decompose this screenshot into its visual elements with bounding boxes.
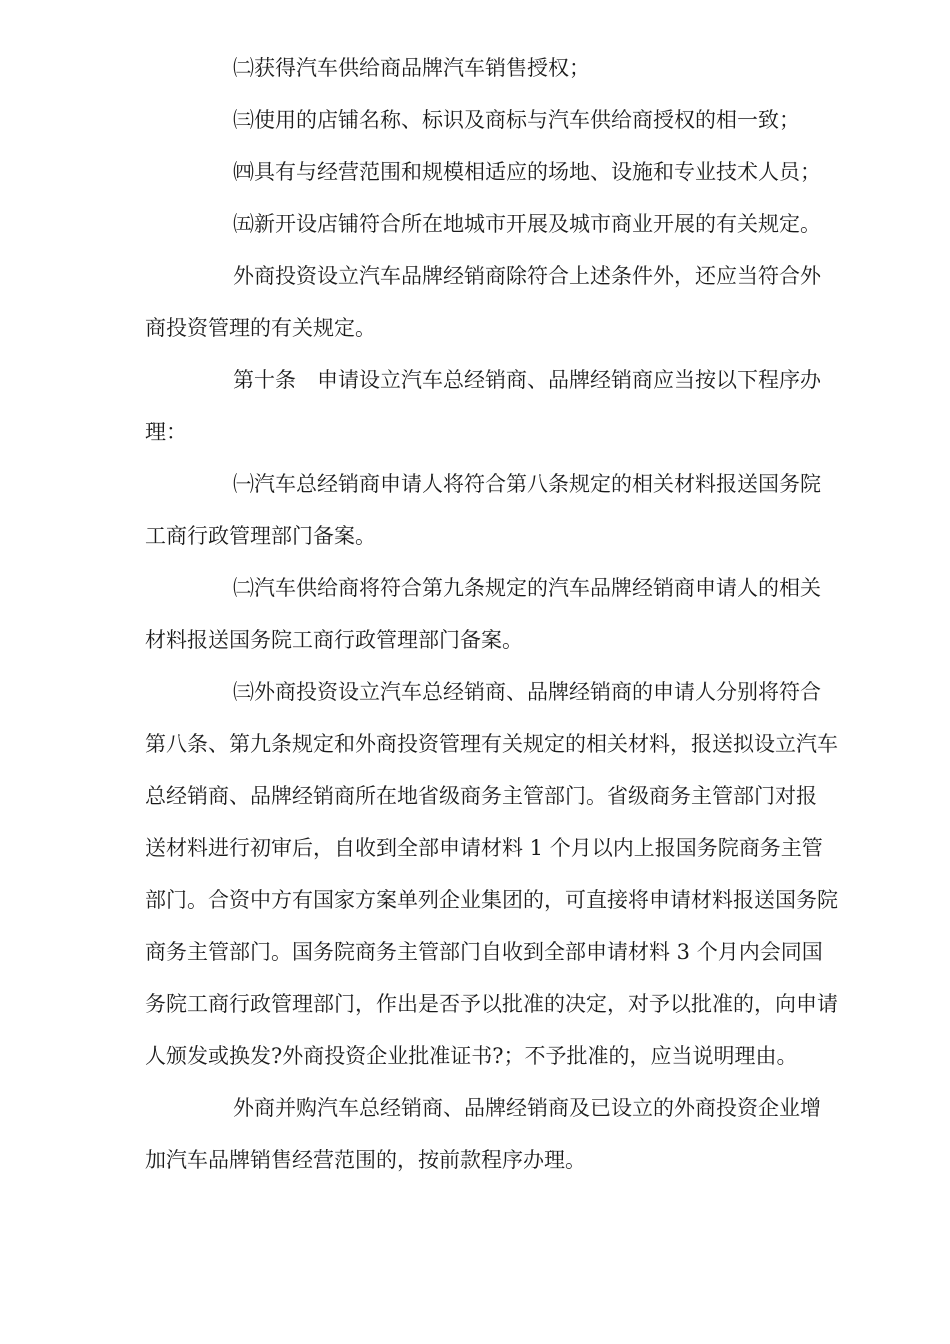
- text-line: 送材料进行初审后，自收到全部申请材料 1 个月以内上报国务院商务主管: [145, 836, 823, 860]
- text-line: 材料报送国务院工商行政管理部门备案。: [145, 628, 523, 652]
- text-line: 第十条 申请设立汽车总经销商、品牌经销商应当按以下程序办: [233, 368, 821, 392]
- text-line: 总经销商、品牌经销商所在地省级商务主管部门。省级商务主管部门对报: [145, 784, 817, 808]
- paragraph-foreign-investment: [145, 250, 875, 354]
- paragraph-merger: [145, 1082, 875, 1186]
- paragraph-article-10: [145, 354, 875, 458]
- text-line: ㈡获得汽车供给商品牌汽车销售授权；: [233, 56, 590, 80]
- text-line: 第八条、第九条规定和外商投资管理有关规定的相关材料，报送拟设立汽车: [145, 732, 838, 756]
- text-line: 商务主管部门。国务院商务主管部门自收到全部申请材料 3 个月内会同国: [145, 940, 823, 964]
- text-line: 加汽车品牌销售经营范围的，按前款程序办理。: [145, 1148, 586, 1172]
- paragraph-procedure-3: [145, 666, 875, 1082]
- document-body: [145, 42, 875, 1186]
- text-line: ㈣具有与经营范围和规模相适应的场地、设施和专业技术人员；: [233, 160, 821, 184]
- paragraph-item-5: [145, 198, 875, 250]
- paragraph-item-4: [145, 146, 875, 198]
- text-line: 理：: [145, 420, 187, 444]
- text-line: 商投资管理的有关规定。: [145, 316, 376, 340]
- paragraph-procedure-2: [145, 562, 875, 666]
- text-line: ㈢外商投资设立汽车总经销商、品牌经销商的申请人分别将符合: [233, 680, 821, 704]
- text-line: 务院工商行政管理部门，作出是否予以批准的决定，对予以批准的，向申请: [145, 992, 838, 1016]
- text-line: 外商并购汽车总经销商、品牌经销商及已设立的外商投资企业增: [233, 1096, 821, 1120]
- text-line: 外商投资设立汽车品牌经销商除符合上述条件外，还应当符合外: [233, 264, 821, 288]
- text-line: 部门。合资中方有国家方案单列企业集团的，可直接将申请材料报送国务院: [145, 888, 838, 912]
- text-line: ㈡汽车供给商将符合第九条规定的汽车品牌经销商申请人的相关: [233, 576, 821, 600]
- text-line: ㈤新开设店铺符合所在地城市开展及城市商业开展的有关规定。: [233, 212, 821, 236]
- text-line: ㈢使用的店铺名称、标识及商标与汽车供给商授权的相一致；: [233, 108, 800, 132]
- paragraph-item-2: [145, 42, 875, 94]
- text-line: ㈠汽车总经销商申请人将符合第八条规定的相关材料报送国务院: [233, 472, 821, 496]
- text-line: 工商行政管理部门备案。: [145, 524, 376, 548]
- paragraph-procedure-1: [145, 458, 875, 562]
- text-line: 人颁发或换发?外商投资企业批准证书?；不予批准的，应当说明理由。: [145, 1044, 798, 1068]
- paragraph-item-3: [145, 94, 875, 146]
